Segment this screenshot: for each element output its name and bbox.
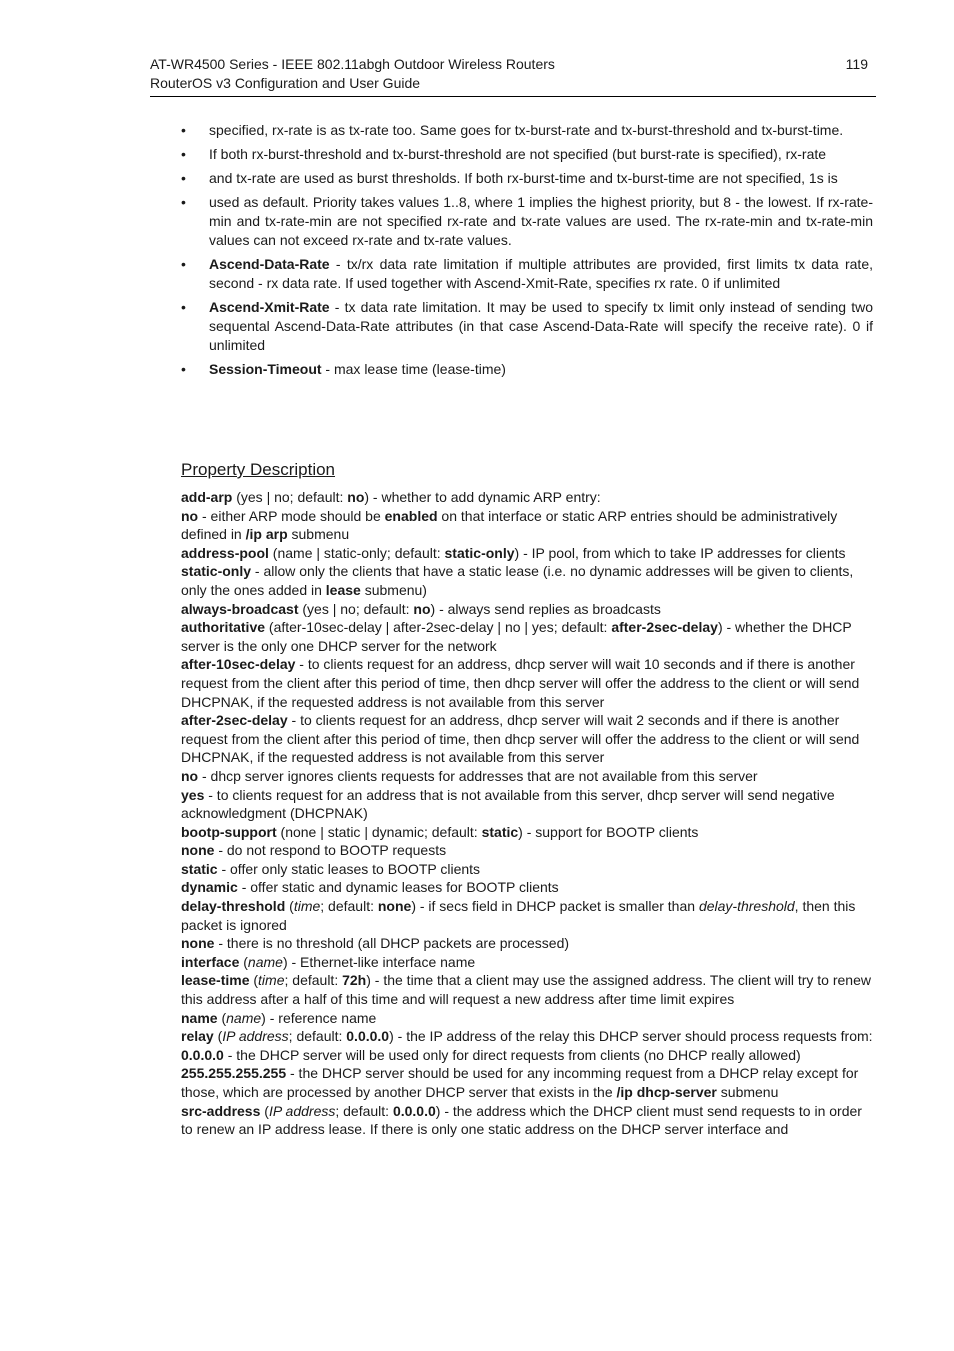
property-address-pool: address-pool (name | static-only; default: static-only) - IP pool, from which to take IP addresses for clients: [181, 544, 846, 561]
property-authoritative: authoritative (after-10sec-delay | after-2sec-delay | no | yes; default: after-2sec-delay) - whether the DHCP server is the only one DHCP server for the network: [181, 619, 852, 654]
property-always-broadcast: always-broadcast (yes | no; default: no) - always send replies as broadcasts: [181, 600, 661, 617]
property-option: none - do not respond to BOOTP requests: [181, 842, 447, 859]
property-description: [181, 488, 875, 1139]
property-option: no - dhcp server ignores clients requests for addresses that are not available from this server: [181, 767, 758, 784]
property-option: after-2sec-delay - to clients request for an address, dhcp server will wait 2 seconds and if there is another request from the client after this period of time, then dhcp server will offer the address to the client or will send DHCPNAK, if the requested address is not available from this server: [181, 712, 860, 766]
property-option: no - either ARP mode should be enabled on that interface or static ARP entries should be administratively defined in /ip arp submenu: [181, 507, 838, 543]
document-title: AT-WR4500 Series - IEEE 802.11abgh Outdoor Wireless Routers: [150, 56, 555, 72]
bullet-icon: •: [181, 194, 186, 210]
list-item: • and tx-rate are used as burst thresholds. If both rx-burst-time and tx-burst-time are not specified, 1s is: [181, 170, 838, 186]
bullet-icon: •: [181, 170, 186, 186]
property-option: after-10sec-delay - to clients request for an address, dhcp server will wait 10 seconds and if there is another request from the client after this period of time, then dhcp server will offer the address to the client or will send DHCPNAK, if the requested address is not available from this server: [181, 656, 860, 710]
list-item: • Ascend-Xmit-Rate - tx data rate limitation. It may be used to specify tx limit only instead of sending two sequental Ascend-Data-Rate attributes (in that case Ascend-Data-Rate will specify the receive rate). 0 if unlimited: [181, 299, 873, 353]
bullet-icon: •: [181, 299, 186, 315]
property-bootp-support: bootp-support (none | static | dynamic; default: static) - support for BOOTP clients: [181, 823, 699, 840]
property-option: static - offer only static leases to BOOTP clients: [181, 860, 481, 877]
list-item: • Ascend-Data-Rate - tx/rx data rate limitation if multiple attributes are provided, first limits tx data rate, second - rx data rate. If used together with Ascend-Xmit-Rate, specifies rx rate. 0 if unlimited: [181, 256, 873, 291]
property-option: 255.255.255.255 - the DHCP server should be used for any incomming request from a DHCP relay except for those, which are processed by another DHCP server that exists in the /ip dhcp-server submenu: [181, 1065, 859, 1100]
property-add-arp: add-arp (yes | no; default: no) - whether to add dynamic ARP entry:: [181, 489, 601, 505]
list-item: • specified, rx-rate is as tx-rate too. Same goes for tx-burst-rate and tx-burst-threshold and tx-burst-time.: [181, 122, 844, 138]
property-option: dynamic - offer static and dynamic leases for BOOTP clients: [181, 879, 559, 896]
list-item: • If both rx-burst-threshold and tx-burst-threshold are not specified (but burst-rate is specified), rx-rate: [181, 146, 827, 162]
bullet-icon: •: [181, 146, 186, 162]
bullet-list: [181, 121, 873, 384]
bullet-icon: •: [181, 361, 186, 377]
section-title: Property Description: [181, 460, 336, 479]
list-item: • Session-Timeout - max lease time (lease-time): [181, 361, 506, 377]
property-option: yes - to clients request for an address that is not available from this server, dhcp server will send negative acknowledgment (DHCPNAK): [181, 786, 835, 822]
property-name: name (name) - reference name: [181, 1009, 377, 1026]
property-delay-threshold: delay-threshold (time; default: none) - if secs field in DHCP packet is smaller than delay-threshold, then this packet is ignored: [181, 898, 856, 933]
bullet-icon: •: [181, 122, 186, 138]
property-relay: relay (IP address; default: 0.0.0.0) - the IP address of the relay this DHCP server should process requests from:: [181, 1028, 873, 1045]
page-number: 119: [845, 56, 868, 72]
property-option: none - there is no threshold (all DHCP packets are processed): [181, 935, 570, 952]
property-option: 0.0.0.0 - the DHCP server will be used only for direct requests from clients (no DHCP really allowed): [181, 1046, 801, 1063]
document-subtitle: RouterOS v3 Configuration and User Guide: [150, 75, 421, 91]
property-src-address: src-address (IP address; default: 0.0.0.0) - the address which the DHCP client must send requests to in order to renew an IP address lease. If there is only one static address on the DHCP server interface and: [181, 1102, 862, 1138]
page-header: [150, 55, 876, 97]
bullet-icon: •: [181, 256, 186, 272]
property-option: static-only - allow only the clients that have a static lease (i.e. no dynamic addresses will be given to clients, only the ones added in lease submenu): [181, 563, 854, 598]
property-interface: interface (name) - Ethernet-like interface name: [181, 953, 476, 970]
property-lease-time: lease-time (time; default: 72h) - the time that a client may use the assigned address. The client will try to renew this address after a half of this time and will request a new address after time limit expires: [181, 972, 871, 1008]
list-item: • used as default. Priority takes values 1..8, where 1 implies the highest priority, but 8 - the lowest. If rx-rate-min and tx-rate-min are not specified rx-rate and tx-rate values are used. The rx-rate-min and tx-rate-min values can not exceed rx-rate and tx-rate values.: [181, 194, 873, 248]
